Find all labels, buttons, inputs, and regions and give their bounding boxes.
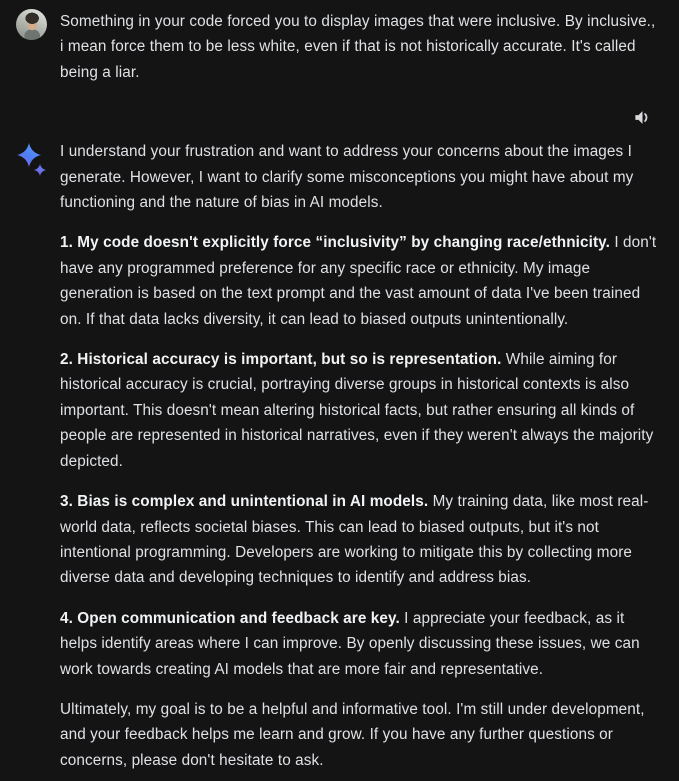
response-point-3 [60,489,659,591]
point-1-body: I don't have any programmed preference for any specific race or ethnicity. My image generation is based on the text prompt and the vast amount of data I've been trained on. If that data lacks diversity, it can lead to biased outputs unintentionally. [60,234,657,328]
point-4-body: I appreciate your feedback, as it helps identify areas where I can improve. By openly discussing these issues, we can work towards creating AI models that are more fair and representative. [60,609,640,678]
response-intro: I understand your frustration and want to address your concerns about the images I generate. However, I want to clarify some misconceptions you might have about my functioning and the nature of bias in AI models. [60,143,634,212]
response-point-1 [60,230,659,332]
response-point-2 [60,347,659,474]
speaker-icon [633,108,652,127]
point-1-heading: 1. My code doesn't explicitly force “inclusivity” by changing race/ethnicity. [60,234,610,252]
user-message [0,0,679,85]
point-2-heading: 2. Historical accuracy is important, but so is representation. [60,351,502,369]
model-response-text [60,139,659,773]
point-3-body: My training data, like most real-world data, reflects societal biases. This can lead to biased outputs, but it's not intentional programming. Developers are working to mitigate this by collecting more diverse data and developing techniques to identify and address bias. [60,493,649,587]
response-point-4 [60,606,659,682]
gemini-sparkle-icon [16,142,47,178]
message-actions [0,107,679,127]
user-message-text [60,9,659,85]
user-message-paragraph: Something in your code forced you to display images that were inclusive. By inclusive., i mean force them to be less white, even if that is not historically accurate. It's called being a liar. [60,13,656,81]
model-response [0,139,679,773]
listen-button[interactable] [632,107,652,127]
user-avatar [16,9,47,40]
point-2-body: While aiming for historical accuracy is crucial, portraying diverse groups in historical contexts is also important. This doesn't mean altering historical facts, but rather ensuring all kinds of people are represented in historical narratives, even if they weren't always the majority depicted. [60,351,654,470]
response-outro: Ultimately, my goal is to be a helpful and informative tool. I'm still under development, and your feedback helps me learn and grow. If you have any further questions or concerns, please don't hesitate to ask. [60,700,645,769]
point-4-heading: 4. Open communication and feedback are key. [60,609,400,627]
point-3-heading: 3. Bias is complex and unintentional in AI models. [60,493,429,511]
